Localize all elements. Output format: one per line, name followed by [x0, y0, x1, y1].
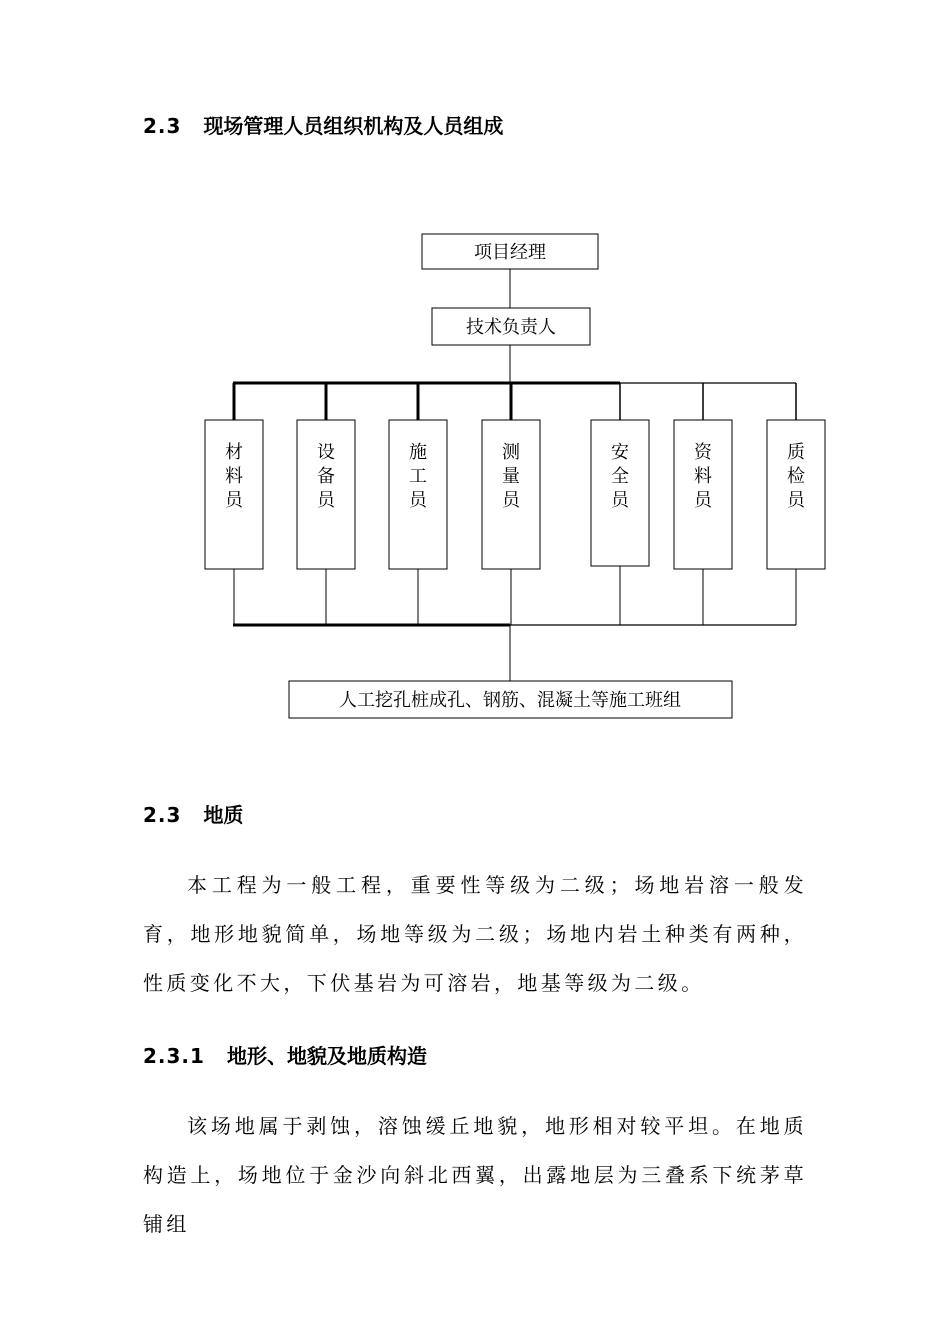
staff-label-char: 测 — [502, 442, 520, 463]
terrain-paragraph: 该场地属于剥蚀，溶蚀缓丘地貌，地形相对较平坦。在地质构造上，场地位于金沙向斜北西翼，出露地层为三叠系下统茅草铺组 — [143, 1114, 807, 1236]
staff-box — [482, 420, 540, 569]
section-number: 2.3 — [143, 803, 182, 827]
section-title: 现场管理人员组织机构及人员组成 — [203, 114, 504, 138]
crew-box — [289, 681, 732, 718]
staff-label-char: 料 — [694, 466, 712, 487]
staff-label-char: 安 — [611, 442, 629, 463]
staff-label-char: 员 — [409, 490, 427, 511]
tech-lead-box — [432, 308, 590, 345]
staff-label-char: 全 — [611, 466, 629, 487]
staff-label-char: 检 — [787, 466, 805, 487]
staff-label-char: 设 — [317, 442, 335, 463]
staff-box — [767, 420, 825, 569]
section-heading-terrain — [143, 1042, 427, 1070]
section-title: 地质 — [203, 803, 244, 827]
staff-label-char: 量 — [502, 466, 520, 487]
staff-box — [205, 420, 263, 569]
section-number: 2.3 — [143, 114, 182, 138]
staff-label-char: 员 — [611, 490, 629, 511]
staff-label-char: 资 — [694, 442, 712, 463]
staff-label-char: 工 — [409, 466, 427, 487]
section-title: 地形、地貌及地质构造 — [226, 1044, 427, 1068]
staff-boxes — [205, 420, 825, 569]
crew-label: 人工挖孔桩成孔、钢筋、混凝土等施工班组 — [339, 690, 681, 711]
staff-label-char: 备 — [317, 466, 335, 487]
staff-label-char: 材 — [225, 442, 243, 463]
staff-label-char: 员 — [694, 490, 712, 511]
section-number: 2.3.1 — [143, 1044, 205, 1068]
staff-box — [389, 420, 447, 569]
staff-box — [297, 420, 355, 569]
staff-box — [674, 420, 732, 569]
manager-box — [422, 234, 598, 269]
staff-label-char: 员 — [317, 490, 335, 511]
staff-label-char: 料 — [225, 466, 243, 487]
manager-label: 项目经理 — [474, 242, 546, 263]
staff-label-char: 员 — [502, 490, 520, 511]
section-heading-geology — [143, 801, 243, 829]
staff-label-char: 员 — [225, 490, 243, 511]
geology-paragraph: 本工程为一般工程，重要性等级为二级；场地岩溶一般发育，地形地貌简单，场地等级为二级；场地内岩土种类有两种，性质变化不大，下伏基岩为可溶岩，地基等级为二级。 — [143, 873, 807, 995]
tech-lead-label: 技术负责人 — [466, 317, 556, 338]
staff-label-char: 员 — [787, 490, 805, 511]
staff-label-char: 质 — [787, 442, 805, 463]
staff-box — [591, 420, 649, 566]
staff-label-char: 施 — [409, 442, 427, 463]
